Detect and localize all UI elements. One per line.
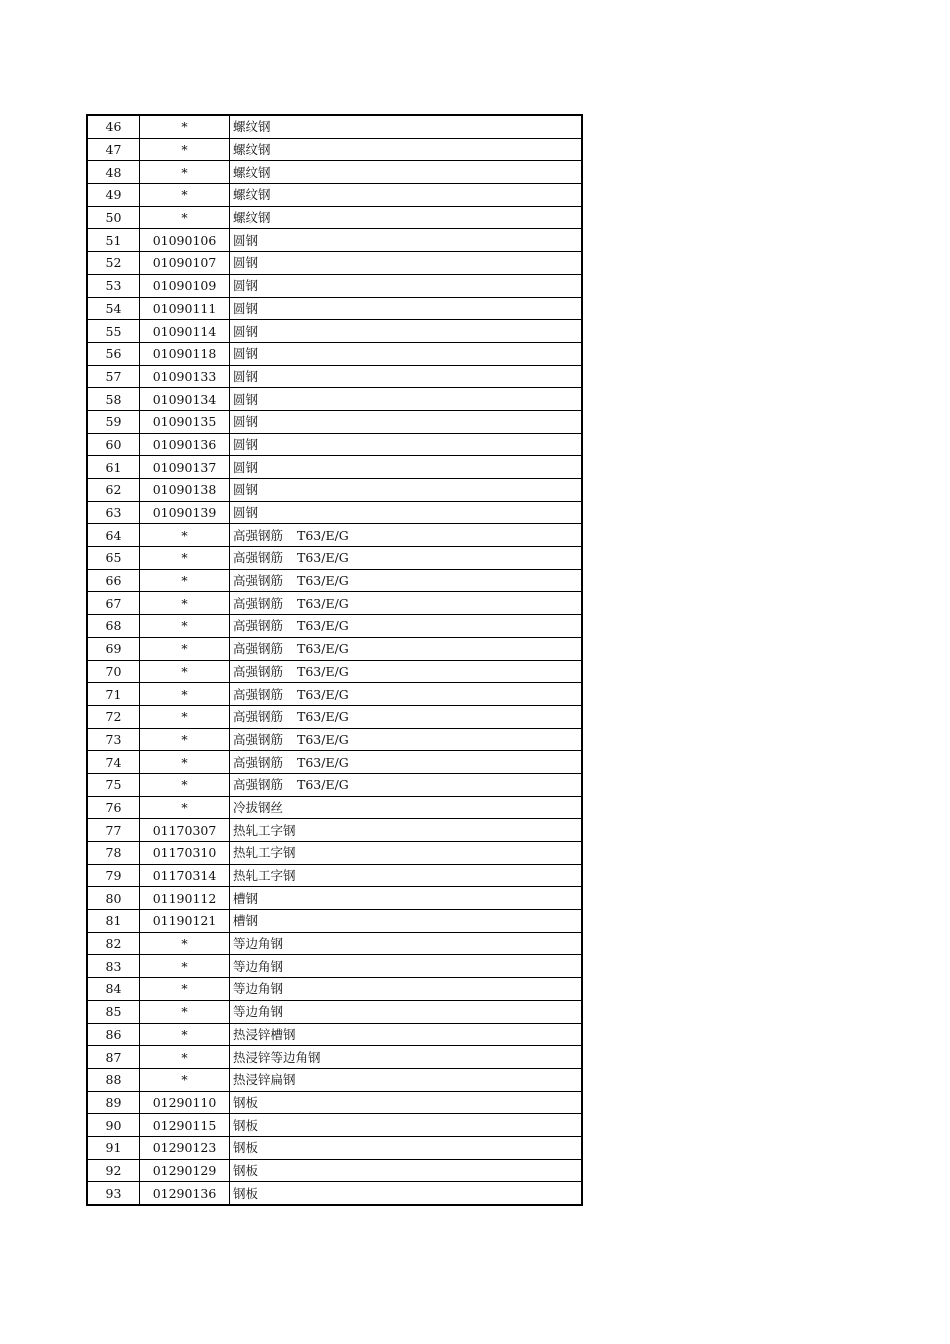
row-number-cell: 50	[87, 206, 140, 229]
row-number-cell: 89	[87, 1091, 140, 1114]
material-code-cell: *	[140, 796, 230, 819]
row-number-cell: 57	[87, 365, 140, 388]
material-name-cell	[230, 1136, 583, 1159]
row-number-cell: 76	[87, 796, 140, 819]
material-spec: T63/E/G	[297, 573, 349, 589]
material-name-cell	[230, 1159, 583, 1182]
material-name-cell	[230, 569, 583, 592]
table-row	[87, 524, 582, 547]
material-name-cell	[230, 819, 583, 842]
row-number-cell: 90	[87, 1114, 140, 1137]
material-name: 高强钢筋	[233, 777, 284, 793]
material-code-cell: 01170307	[140, 819, 230, 842]
table-row	[87, 819, 582, 842]
material-name: 圆钢	[233, 391, 259, 407]
material-code-cell: *	[140, 547, 230, 570]
material-name-cell	[230, 1091, 583, 1114]
table-row	[87, 433, 582, 456]
material-code-cell: 01170310	[140, 842, 230, 865]
material-name: 热轧工字钢	[233, 822, 296, 838]
row-number-cell: 71	[87, 683, 140, 706]
row-number-cell: 92	[87, 1159, 140, 1182]
row-number-cell: 48	[87, 161, 140, 184]
material-code-cell: *	[140, 569, 230, 592]
material-name-cell	[230, 932, 583, 955]
material-code-cell: 01090138	[140, 479, 230, 502]
material-name-cell	[230, 615, 583, 638]
material-name: 高强钢筋	[233, 595, 284, 611]
row-number-cell: 54	[87, 297, 140, 320]
row-number-cell: 49	[87, 184, 140, 207]
material-name: 冷拔钢丝	[233, 799, 284, 815]
row-number-cell: 47	[87, 138, 140, 161]
material-name-cell	[230, 456, 583, 479]
table-row	[87, 751, 582, 774]
material-code-cell: 01090109	[140, 274, 230, 297]
material-spec: T63/E/G	[297, 641, 349, 657]
table-row	[87, 365, 582, 388]
material-name-cell	[230, 1000, 583, 1023]
material-spec: T63/E/G	[297, 731, 349, 747]
material-code-cell: 01090107	[140, 252, 230, 275]
material-name-cell	[230, 592, 583, 615]
material-code-cell: 01090106	[140, 229, 230, 252]
table-row	[87, 547, 582, 570]
table-row	[87, 1136, 582, 1159]
material-name: 螺纹钢	[233, 210, 271, 226]
material-name: 高强钢筋	[233, 686, 284, 702]
row-number-cell: 86	[87, 1023, 140, 1046]
material-name: 等边角钢	[233, 1004, 284, 1020]
material-table	[86, 114, 583, 1206]
material-code-cell: *	[140, 1046, 230, 1069]
table-row	[87, 388, 582, 411]
row-number-cell: 93	[87, 1182, 140, 1205]
material-name-cell	[230, 320, 583, 343]
material-code-cell: *	[140, 932, 230, 955]
material-name-cell	[230, 479, 583, 502]
row-number-cell: 55	[87, 320, 140, 343]
material-code-cell: *	[140, 705, 230, 728]
material-name: 圆钢	[233, 232, 259, 248]
material-name: 高强钢筋	[233, 663, 284, 679]
row-number-cell: 69	[87, 637, 140, 660]
material-code-cell: 01090136	[140, 433, 230, 456]
material-name-cell	[230, 410, 583, 433]
material-name: 热轧工字钢	[233, 845, 296, 861]
table-row	[87, 252, 582, 275]
row-number-cell: 88	[87, 1068, 140, 1091]
material-name: 等边角钢	[233, 936, 284, 952]
material-name: 圆钢	[233, 300, 259, 316]
material-name-cell	[230, 1114, 583, 1137]
material-code-cell: *	[140, 637, 230, 660]
row-number-cell: 78	[87, 842, 140, 865]
material-code-cell: *	[140, 161, 230, 184]
material-code-cell: 01290110	[140, 1091, 230, 1114]
material-code-cell: *	[140, 115, 230, 138]
material-code-cell: *	[140, 728, 230, 751]
material-name-cell	[230, 342, 583, 365]
material-code-cell: 01090134	[140, 388, 230, 411]
material-name: 热浸锌槽钢	[233, 1026, 296, 1042]
material-code-cell: 01290115	[140, 1114, 230, 1137]
table-row	[87, 887, 582, 910]
material-name-cell	[230, 252, 583, 275]
material-code-cell: 01090114	[140, 320, 230, 343]
table-row	[87, 910, 582, 933]
row-number-cell: 64	[87, 524, 140, 547]
material-code-cell: *	[140, 615, 230, 638]
row-number-cell: 77	[87, 819, 140, 842]
material-code-cell: *	[140, 1023, 230, 1046]
material-name: 高强钢筋	[233, 550, 284, 566]
material-name: 圆钢	[233, 278, 259, 294]
material-code-cell: 01090111	[140, 297, 230, 320]
material-code-cell: *	[140, 524, 230, 547]
row-number-cell: 85	[87, 1000, 140, 1023]
material-name: 钢板	[233, 1162, 259, 1178]
table-row	[87, 274, 582, 297]
material-name-cell	[230, 637, 583, 660]
material-name-cell	[230, 1046, 583, 1069]
material-name-cell	[230, 978, 583, 1001]
table-row	[87, 410, 582, 433]
material-name: 圆钢	[233, 368, 259, 384]
material-name-cell	[230, 388, 583, 411]
table-row	[87, 955, 582, 978]
material-name: 钢板	[233, 1117, 259, 1133]
material-name-cell	[230, 229, 583, 252]
material-name-cell	[230, 365, 583, 388]
material-name: 螺纹钢	[233, 119, 271, 135]
material-code-cell: 01090133	[140, 365, 230, 388]
material-name: 螺纹钢	[233, 164, 271, 180]
material-name-cell	[230, 184, 583, 207]
row-number-cell: 82	[87, 932, 140, 955]
material-code-cell: 01190112	[140, 887, 230, 910]
material-code-cell: 01090139	[140, 501, 230, 524]
table-row	[87, 637, 582, 660]
table-row	[87, 1068, 582, 1091]
table-row	[87, 592, 582, 615]
material-name: 螺纹钢	[233, 142, 271, 158]
material-table-body	[87, 115, 582, 1205]
material-spec: T63/E/G	[297, 777, 349, 793]
material-name-cell	[230, 115, 583, 138]
row-number-cell: 84	[87, 978, 140, 1001]
material-name: 热浸锌扁钢	[233, 1072, 296, 1088]
row-number-cell: 52	[87, 252, 140, 275]
material-name: 高强钢筋	[233, 754, 284, 770]
row-number-cell: 60	[87, 433, 140, 456]
row-number-cell: 51	[87, 229, 140, 252]
table-row	[87, 342, 582, 365]
material-name: 高强钢筋	[233, 641, 284, 657]
table-row	[87, 864, 582, 887]
material-code-cell: *	[140, 660, 230, 683]
material-name-cell	[230, 842, 583, 865]
row-number-cell: 80	[87, 887, 140, 910]
row-number-cell: 61	[87, 456, 140, 479]
table-row	[87, 978, 582, 1001]
material-name: 钢板	[233, 1185, 259, 1201]
material-code-cell: *	[140, 138, 230, 161]
material-name: 圆钢	[233, 414, 259, 430]
table-row	[87, 479, 582, 502]
row-number-cell: 63	[87, 501, 140, 524]
row-number-cell: 73	[87, 728, 140, 751]
material-name: 螺纹钢	[233, 187, 271, 203]
table-row	[87, 773, 582, 796]
row-number-cell: 65	[87, 547, 140, 570]
material-code-cell: *	[140, 206, 230, 229]
table-row	[87, 1091, 582, 1114]
material-name: 高强钢筋	[233, 709, 284, 725]
row-number-cell: 70	[87, 660, 140, 683]
table-row	[87, 320, 582, 343]
material-code-cell: 01090118	[140, 342, 230, 365]
material-code-cell: *	[140, 955, 230, 978]
table-row	[87, 683, 582, 706]
table-row	[87, 1000, 582, 1023]
table-row	[87, 184, 582, 207]
row-number-cell: 46	[87, 115, 140, 138]
table-row	[87, 1159, 582, 1182]
row-number-cell: 74	[87, 751, 140, 774]
row-number-cell: 67	[87, 592, 140, 615]
row-number-cell: 58	[87, 388, 140, 411]
material-name: 高强钢筋	[233, 573, 284, 589]
row-number-cell: 79	[87, 864, 140, 887]
material-name: 圆钢	[233, 323, 259, 339]
material-name: 圆钢	[233, 482, 259, 498]
row-number-cell: 62	[87, 479, 140, 502]
material-name-cell	[230, 728, 583, 751]
table-row	[87, 161, 582, 184]
table-row	[87, 615, 582, 638]
material-name-cell	[230, 297, 583, 320]
material-name: 钢板	[233, 1140, 259, 1156]
material-spec: T63/E/G	[297, 527, 349, 543]
table-row	[87, 297, 582, 320]
material-name-cell	[230, 773, 583, 796]
material-code-cell: 01090137	[140, 456, 230, 479]
material-name: 等边角钢	[233, 981, 284, 997]
material-spec: T63/E/G	[297, 550, 349, 566]
row-number-cell: 87	[87, 1046, 140, 1069]
row-number-cell: 53	[87, 274, 140, 297]
material-name-cell	[230, 433, 583, 456]
table-row	[87, 456, 582, 479]
material-name-cell	[230, 524, 583, 547]
row-number-cell: 59	[87, 410, 140, 433]
table-row	[87, 842, 582, 865]
material-spec: T63/E/G	[297, 709, 349, 725]
material-name-cell	[230, 1023, 583, 1046]
material-code-cell: 01090135	[140, 410, 230, 433]
row-number-cell: 72	[87, 705, 140, 728]
material-name-cell	[230, 660, 583, 683]
table-row	[87, 1182, 582, 1205]
material-code-cell: *	[140, 751, 230, 774]
material-name: 圆钢	[233, 505, 259, 521]
material-name: 高强钢筋	[233, 731, 284, 747]
table-row	[87, 1023, 582, 1046]
material-spec: T63/E/G	[297, 595, 349, 611]
material-code-cell: *	[140, 1000, 230, 1023]
table-row	[87, 1046, 582, 1069]
material-name: 圆钢	[233, 255, 259, 271]
material-name: 高强钢筋	[233, 527, 284, 543]
material-name-cell	[230, 274, 583, 297]
table-row	[87, 206, 582, 229]
material-name: 钢板	[233, 1094, 259, 1110]
table-row	[87, 1114, 582, 1137]
material-name: 热轧工字钢	[233, 868, 296, 884]
table-row	[87, 229, 582, 252]
material-name: 等边角钢	[233, 958, 284, 974]
row-number-cell: 91	[87, 1136, 140, 1159]
table-row	[87, 115, 582, 138]
material-name: 圆钢	[233, 459, 259, 475]
table-row	[87, 705, 582, 728]
row-number-cell: 81	[87, 910, 140, 933]
material-name-cell	[230, 705, 583, 728]
material-name-cell	[230, 887, 583, 910]
material-spec: T63/E/G	[297, 663, 349, 679]
table-row	[87, 932, 582, 955]
material-spec: T63/E/G	[297, 686, 349, 702]
material-code-cell: *	[140, 184, 230, 207]
material-code-cell: 01290136	[140, 1182, 230, 1205]
material-name-cell	[230, 1068, 583, 1091]
material-name-cell	[230, 138, 583, 161]
material-spec: T63/E/G	[297, 754, 349, 770]
material-code-cell: 01290123	[140, 1136, 230, 1159]
row-number-cell: 68	[87, 615, 140, 638]
material-name: 圆钢	[233, 346, 259, 362]
material-name-cell	[230, 796, 583, 819]
material-code-cell: 01290129	[140, 1159, 230, 1182]
row-number-cell: 83	[87, 955, 140, 978]
table-row	[87, 138, 582, 161]
material-spec: T63/E/G	[297, 618, 349, 634]
material-name: 圆钢	[233, 436, 259, 452]
material-name: 槽钢	[233, 890, 259, 906]
material-code-cell: 01170314	[140, 864, 230, 887]
material-name-cell	[230, 864, 583, 887]
material-name-cell	[230, 206, 583, 229]
material-name-cell	[230, 161, 583, 184]
table-row	[87, 660, 582, 683]
material-name: 热浸锌等边角钢	[233, 1049, 321, 1065]
material-code-cell: *	[140, 592, 230, 615]
material-code-cell: *	[140, 1068, 230, 1091]
material-code-cell: 01190121	[140, 910, 230, 933]
row-number-cell: 66	[87, 569, 140, 592]
material-name-cell	[230, 910, 583, 933]
material-name-cell	[230, 955, 583, 978]
table-row	[87, 501, 582, 524]
table-row	[87, 796, 582, 819]
material-name: 高强钢筋	[233, 618, 284, 634]
material-name-cell	[230, 751, 583, 774]
material-code-cell: *	[140, 773, 230, 796]
material-name-cell	[230, 501, 583, 524]
material-name-cell	[230, 1182, 583, 1205]
row-number-cell: 56	[87, 342, 140, 365]
table-row	[87, 569, 582, 592]
material-code-cell: *	[140, 978, 230, 1001]
row-number-cell: 75	[87, 773, 140, 796]
material-name-cell	[230, 683, 583, 706]
material-name-cell	[230, 547, 583, 570]
material-name: 槽钢	[233, 913, 259, 929]
material-code-cell: *	[140, 683, 230, 706]
table-row	[87, 728, 582, 751]
